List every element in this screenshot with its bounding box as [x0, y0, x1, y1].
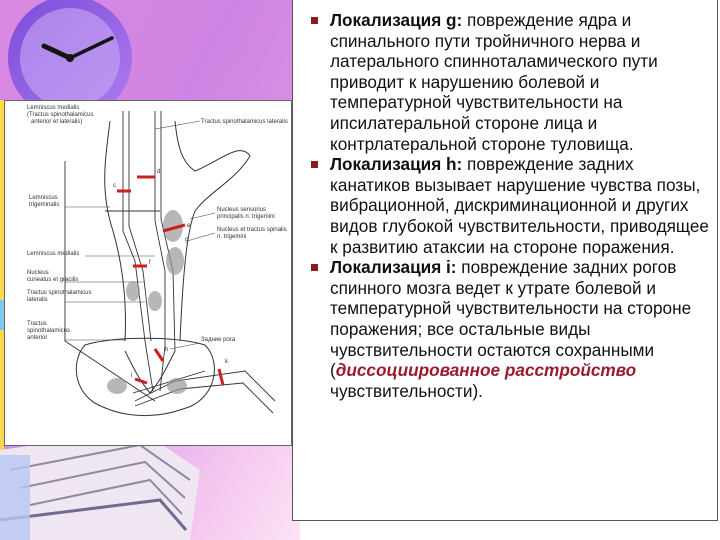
letter-i: i — [131, 373, 133, 379]
label-lemniscus-trig2: trigeminalis — [29, 202, 60, 208]
letter-f: f — [149, 260, 151, 266]
label-tractus-lat: Tractus spinothalamicus — [27, 290, 92, 296]
letter-h: h — [165, 347, 169, 353]
bullet-localization-i — [306, 257, 710, 401]
letter-d: d — [157, 169, 161, 175]
bullet-square-icon — [311, 264, 318, 271]
label-lemniscus-medialis: Lemniscus medialis — [27, 251, 80, 257]
label-zadnie-roga: Задние рога — [201, 337, 236, 343]
pathways-diagram — [5, 101, 291, 445]
lesion-mark-k — [219, 369, 223, 385]
anatomy-figure — [4, 100, 292, 446]
bullet-text: повреждение задних рогов спинного мозга ведет к утрате болевой и температурной чувствительности на стороне поражения; все остальные виды чувствительности остаются сохранными ( — [330, 257, 692, 381]
letter-k: k — [225, 359, 228, 365]
lesion-mark-i — [135, 379, 147, 383]
bullet-emphasis: диссоциированное расстройство — [335, 360, 637, 381]
label-tractus-ant3: anterior — [27, 335, 48, 341]
bullet-localization-g — [306, 10, 710, 154]
lesion-mark-h — [155, 349, 163, 361]
bullet-localization-h — [306, 154, 710, 257]
bullet-text: повреждение задних канатиков вызывает нарушение чувства позы, вибрационной, дискриминационной и других видов глубокой чувствительности, приводящее к развитию атаксии на стороне поражения. — [330, 154, 709, 257]
bullet-label: Локализация h: — [330, 154, 463, 175]
label-nucleus-sensorius: Nucleus sensorius — [217, 207, 267, 213]
label-nucleus-tractus2: n. trigemini — [217, 234, 247, 240]
bullet-square-icon — [311, 17, 318, 24]
letter-g: g — [185, 237, 189, 243]
label-tractus-lat-top: Tractus spinothalamicus lateralis — [201, 119, 288, 125]
bullet-label: Локализация i: — [330, 257, 457, 278]
label-lemniscus-trig: Lemniscus — [29, 195, 58, 201]
label-nucleus-cuneatus: Nucleus — [27, 270, 49, 276]
letter-e: e — [187, 223, 191, 229]
bullet-square-icon — [311, 161, 318, 168]
label-nucleus-sensorius2: principalis n. trigemini — [217, 214, 275, 220]
bullet-text: повреждение ядра и спинального пути тройничного нерва и латерального спинноталамического пути приводит к нарушению болевой и температурной чувствительности на ипсилатеральной стороне лица и контрлатеральной стороне туловища. — [330, 10, 658, 154]
label-tractus-ant: Tractus — [27, 321, 47, 327]
bullet-label: Локализация g: — [330, 10, 463, 30]
label-tractus-top2: anterior et lateralis) — [31, 119, 83, 125]
label-nucleus-cuneatus2: cuneatus et gracilis — [27, 277, 79, 283]
label-tractus-lat2: lateralis — [27, 297, 48, 303]
bullet-text-end: чувствительности). — [330, 380, 483, 401]
label-tractus-top: (Tractus spinothalamicus — [27, 112, 94, 118]
letter-c: c — [113, 183, 116, 189]
label-tractus-ant2: spinothalamicus — [27, 328, 71, 334]
label-lemniscus-medialis-top: Lemniscus medialis — [27, 105, 80, 111]
bullet-list — [306, 10, 710, 401]
label-nucleus-tractus: Nucleus et tractus spinalis — [217, 227, 287, 233]
